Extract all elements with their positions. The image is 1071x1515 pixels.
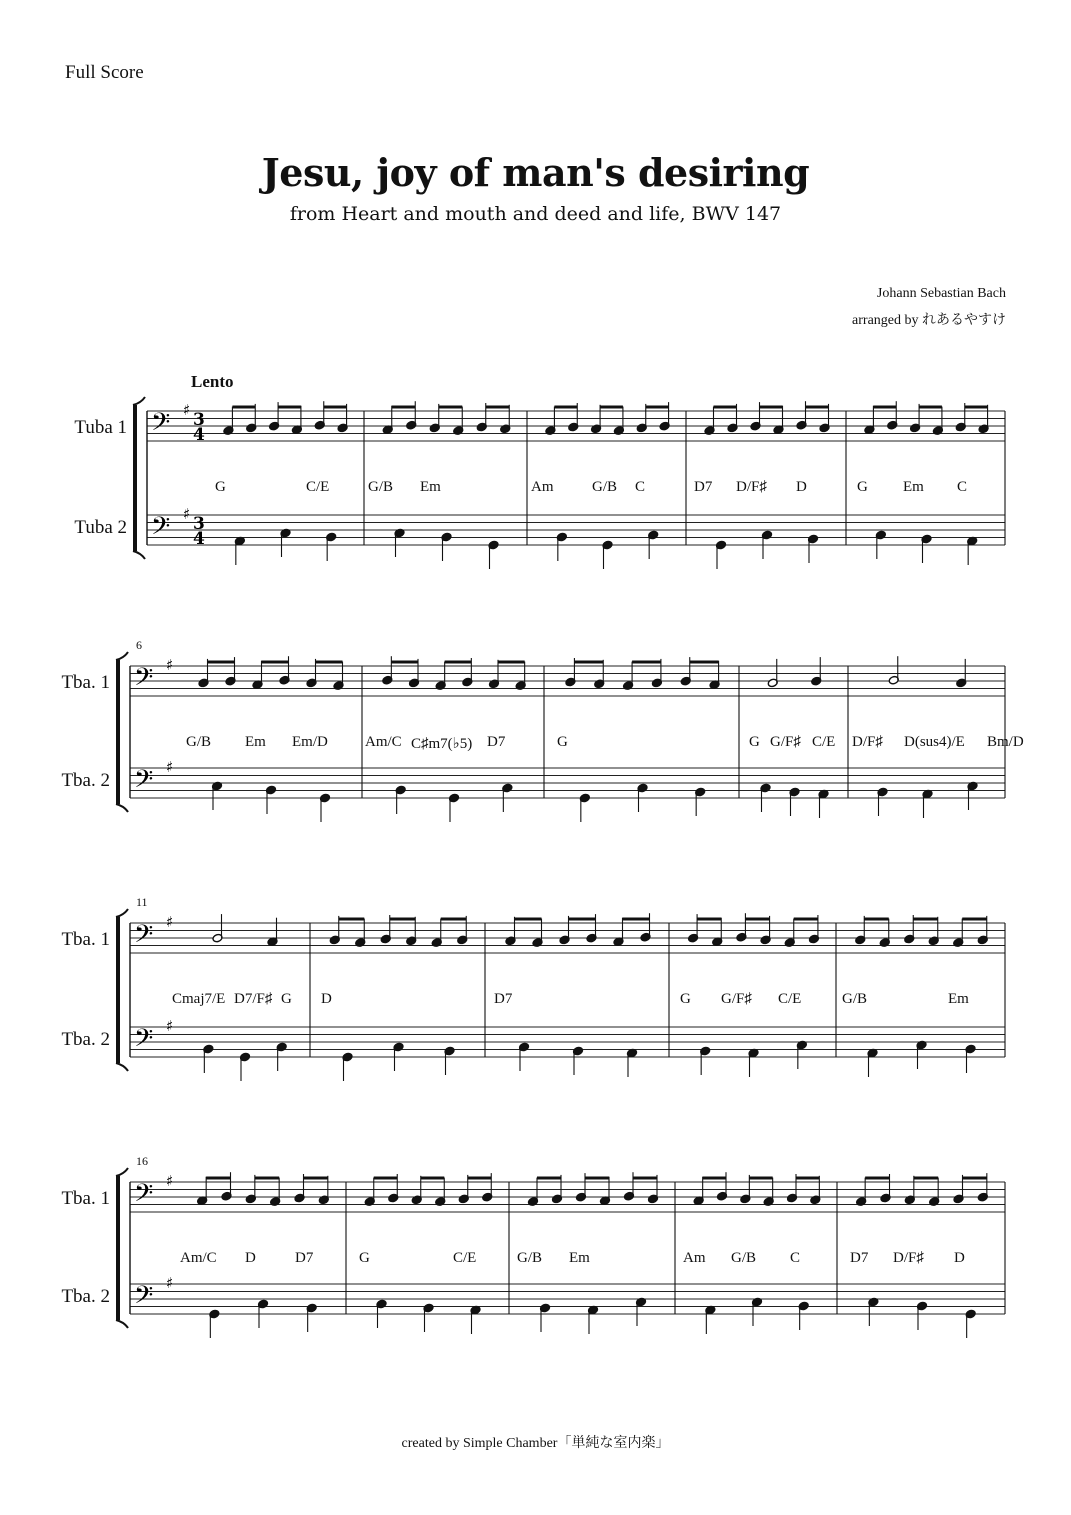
chord-symbol: C/E xyxy=(778,991,802,1007)
bracket-top-hook xyxy=(116,1168,128,1176)
instrument-label-2: Tuba 2 xyxy=(74,517,127,538)
chord-symbol: G/B xyxy=(842,991,868,1007)
key-signature-sharp-icon: ♯ xyxy=(166,1017,174,1035)
chord-symbol: D7 xyxy=(295,1250,314,1266)
bass-clef-icon: 𝄢 xyxy=(134,920,154,955)
chord-symbol: D xyxy=(321,991,332,1007)
chord-symbol: D7 xyxy=(494,991,513,1007)
chord-symbol: C/E xyxy=(812,734,836,750)
bass-clef-icon: 𝄢 xyxy=(151,512,171,547)
chord-symbol: G xyxy=(857,479,868,495)
chord-symbol: D7 xyxy=(694,479,713,495)
key-signature-sharp-icon: ♯ xyxy=(166,1274,174,1292)
chord-symbol: Em xyxy=(245,734,266,750)
chord-symbol: C xyxy=(790,1250,801,1266)
chord-symbol: G xyxy=(749,734,760,750)
chord-symbol: C♯m7(♭5) xyxy=(411,736,473,752)
chord-symbol: G/B xyxy=(592,479,618,495)
chord-symbol: G/B xyxy=(517,1250,543,1266)
chord-symbol: D/F♯ xyxy=(736,479,767,495)
bracket-top-hook xyxy=(133,397,145,405)
instrument-label-1: Tba. 1 xyxy=(61,929,110,950)
key-signature-sharp-icon: ♯ xyxy=(183,401,191,419)
chord-symbol: D7 xyxy=(850,1250,869,1266)
score-type-label: Full Score xyxy=(65,62,144,83)
bracket-bottom-hook xyxy=(133,551,145,559)
bracket-bottom-hook xyxy=(116,804,128,812)
chord-symbol: G xyxy=(557,734,568,750)
instrument-label-2: Tba. 2 xyxy=(61,1029,110,1050)
chord-symbol: G/B xyxy=(186,734,212,750)
page-subtitle: from Heart and mouth and deed and life, BWV 147 xyxy=(289,203,782,225)
chord-symbol: Cmaj7/E xyxy=(172,991,226,1007)
chord-symbol: D xyxy=(796,479,807,495)
chord-symbol: G/B xyxy=(731,1250,757,1266)
instrument-label-1: Tba. 1 xyxy=(61,672,110,693)
instrument-label-1: Tba. 1 xyxy=(61,1188,110,1209)
measure-number: 16 xyxy=(136,1154,148,1168)
key-signature-sharp-icon: ♯ xyxy=(166,758,174,776)
chord-symbol: Am xyxy=(531,479,554,495)
bass-clef-icon: 𝄢 xyxy=(134,663,154,698)
chord-symbol: Em xyxy=(948,991,969,1007)
key-signature-sharp-icon: ♯ xyxy=(166,656,174,674)
key-signature-sharp-icon: ♯ xyxy=(183,505,191,523)
instrument-label-2: Tba. 2 xyxy=(61,770,110,791)
chord-symbol: G/B xyxy=(368,479,394,495)
measure-number: 11 xyxy=(136,895,148,909)
chord-symbol: D7 xyxy=(487,734,506,750)
chord-symbol: Bm/D xyxy=(987,734,1024,750)
chord-symbol: D xyxy=(954,1250,965,1266)
chord-symbol: C xyxy=(635,479,646,495)
bass-clef-icon: 𝄢 xyxy=(134,765,154,800)
chord-symbol: C/E xyxy=(306,479,330,495)
chord-symbol: D7/F♯ xyxy=(234,991,273,1007)
time-signature-top: 3 xyxy=(193,514,205,534)
bass-clef-icon: 𝄢 xyxy=(134,1179,154,1214)
bass-clef-icon: 𝄢 xyxy=(134,1024,154,1059)
bracket-bottom-hook xyxy=(116,1320,128,1328)
bracket-bottom-hook xyxy=(116,1063,128,1071)
instrument-label-2: Tba. 2 xyxy=(61,1286,110,1307)
time-signature-bottom: 4 xyxy=(193,529,205,549)
chord-symbol: D(sus4)/E xyxy=(904,734,965,750)
chord-symbol: G xyxy=(359,1250,370,1266)
time-signature-top: 3 xyxy=(193,410,205,430)
chord-symbol: Am/C xyxy=(180,1250,217,1266)
chord-symbol: G xyxy=(680,991,691,1007)
chord-symbol: C/E xyxy=(453,1250,477,1266)
chord-symbol: Am xyxy=(683,1250,706,1266)
bracket-top-hook xyxy=(116,909,128,917)
time-signature-bottom: 4 xyxy=(193,425,205,445)
key-signature-sharp-icon: ♯ xyxy=(166,913,174,931)
footer-credit: created by Simple Chamber「単純な室内楽」 xyxy=(401,1436,670,1451)
page-title: Jesu, joy of man's desiring xyxy=(261,150,810,195)
chord-symbol: Em/D xyxy=(292,734,328,750)
chord-symbol: G/F♯ xyxy=(770,734,801,750)
chord-symbol: D xyxy=(245,1250,256,1266)
chord-symbol: D/F♯ xyxy=(852,734,883,750)
chord-symbol: G xyxy=(215,479,226,495)
chord-symbol: Em xyxy=(420,479,441,495)
composer-credit: Johann Sebastian Bach xyxy=(876,286,1006,301)
chord-symbol: C xyxy=(957,479,968,495)
chord-symbol: G/F♯ xyxy=(721,991,752,1007)
measure-number: 6 xyxy=(136,638,142,652)
bracket-top-hook xyxy=(116,652,128,660)
tempo-marking: Lento xyxy=(191,372,234,391)
bass-clef-icon: 𝄢 xyxy=(151,408,171,443)
chord-symbol: D/F♯ xyxy=(893,1250,924,1266)
chord-symbol: Em xyxy=(903,479,924,495)
key-signature-sharp-icon: ♯ xyxy=(166,1172,174,1190)
chord-symbol: G xyxy=(281,991,292,1007)
chord-symbol: Am/C xyxy=(365,734,402,750)
arranger-credit: arranged by れあるやすけ xyxy=(852,313,1006,328)
instrument-label-1: Tuba 1 xyxy=(74,417,127,438)
chord-symbol: Em xyxy=(569,1250,590,1266)
bass-clef-icon: 𝄢 xyxy=(134,1281,154,1316)
